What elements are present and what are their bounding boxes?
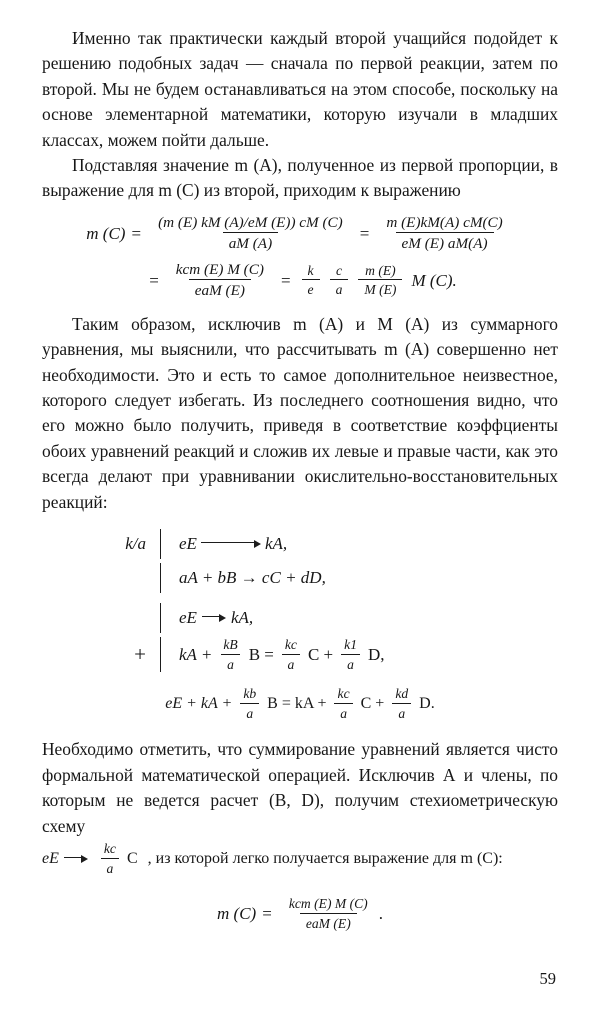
system-line-3-left: eE: [179, 607, 197, 627]
sum-line-fraction-2: [332, 686, 356, 721]
eq1-fraction-3: [170, 261, 270, 300]
eq1-fraction-6: [358, 263, 402, 298]
eq1-fraction-6-numerator: m (E): [365, 262, 396, 278]
eq1-fraction-5: [330, 263, 349, 298]
final-fraction: [283, 896, 374, 931]
system-line-1-right: kA,: [264, 533, 288, 553]
system-sum-line: [42, 686, 558, 721]
eq1-fraction-2: [380, 214, 508, 253]
sum-line-mid: B = kA +: [267, 694, 327, 712]
system-line-4-prefix: kA +: [179, 644, 213, 664]
system-line-3-right: kA,: [230, 607, 254, 627]
final-rel: =: [262, 904, 272, 924]
eq1-fraction-1: [152, 214, 349, 253]
equation-final-row: [42, 896, 558, 931]
system-line-4-fraction-1-denominator: a: [221, 654, 240, 673]
scheme-rhs: C: [126, 849, 138, 867]
final-lhs: m (C): [217, 904, 257, 924]
system-line-4-fraction-2-numerator: kc: [284, 636, 297, 652]
sum-line-fraction-1-numerator: kb: [243, 686, 257, 702]
final-fraction-numerator: kcm (E) M (C): [288, 896, 368, 912]
sum-line-fraction-1-denominator: a: [240, 703, 259, 722]
eq1-fraction-4: [302, 263, 320, 298]
short-arrow-icon: [202, 614, 226, 622]
final-fraction-denominator: eaM (E): [300, 913, 357, 932]
paragraph-4: Необходимо отметить, что суммирование уравнений является чисто формальной математической операцией. Исключив А и члены, по которым не ведется расчет (В, D), получим стехиометрическую схему: [42, 739, 558, 836]
eq1-fraction-4-numerator: k: [307, 262, 314, 278]
paragraph-3: Таким образом, исключив m (А) и M (А) из суммарного уравнения, мы выяснили, что рассчитывать m (А) совершенно нет необходимости. Это и есть то самое дополнительное неизвестное, которого следует избегать. Из последнего соотношения видно, что его можно было получить, приведя в соответствие коэффциенты обоих уравнений реакций и сложив их левые и правые части, как это всегда делают при уравнивании окислительно-восстановительных реакций:: [42, 313, 558, 512]
scheme-fraction-numerator: kc: [103, 841, 116, 857]
system-line-4-term-d: D,: [368, 644, 385, 664]
eq1-tail: M (C).: [411, 270, 457, 290]
eq1-rel-2: =: [359, 223, 370, 243]
system-line-4-mid: B =: [248, 644, 274, 664]
system-line-4-fraction-3-denominator: a: [341, 654, 360, 673]
system-line-4: [42, 637, 558, 672]
sum-line-term-c: C +: [360, 694, 385, 712]
system-line-4-fraction-1: [217, 637, 243, 672]
sum-line-fraction-3: [389, 686, 414, 721]
system-line-4-fraction-3: [338, 637, 363, 672]
equation-1-line-2: [42, 261, 558, 300]
paragraph-5-with-scheme: [42, 841, 558, 876]
scheme-lhs: eE: [42, 849, 59, 867]
system-line-2: [42, 563, 558, 593]
sum-line-fraction-1: [237, 686, 262, 721]
system-line-3: [42, 603, 558, 633]
eq1-line2-rel: =: [149, 270, 159, 290]
eq1-fraction-3-denominator: eaM (E): [189, 279, 251, 299]
equation-final: [42, 896, 558, 931]
sum-line-term-d: D.: [419, 694, 435, 712]
paragraph-2: Подставляя значение m (А), полученное из первой пропорции, в выражение для m (С) из второй, приходим к выражению: [42, 155, 558, 201]
eq1-fraction-2-numerator: m (E)kM(A) cM(C): [386, 213, 503, 231]
system-line-4-term-c: C +: [307, 644, 334, 664]
page-number: 59: [539, 969, 556, 988]
sum-line-fraction-3-denominator: a: [392, 703, 411, 722]
system-brace-3: [160, 603, 253, 633]
system-line-1-left: eE: [179, 533, 197, 553]
eq1-fraction-2-denominator: eM (E) aM(A): [396, 232, 494, 252]
scheme-fraction-denominator: a: [101, 858, 120, 877]
paragraph-1: Именно так практически каждый второй учащийся подойдет к решению подобных задач — сначала по первой реакции, затем по второй. Мы не будем останавливаться на этом способе, поскольку на основе элементарной математики, которую изучали в младших классах, можем пойти дальше.: [42, 28, 558, 150]
eq1-fraction-1-denominator: aM (A): [223, 232, 278, 252]
system-plus-sign: +: [134, 642, 146, 667]
eq1-rel-1: =: [131, 223, 142, 243]
equation-1: [42, 214, 558, 300]
system-line-4-fraction-1-numerator: kB: [223, 636, 238, 652]
system-brace-1: [160, 529, 287, 559]
eq1-fraction-5-numerator: c: [335, 262, 342, 278]
paragraph-5-text: , из которой легко получается выражение для m (С):: [147, 849, 503, 867]
system-multiplier: k/a: [125, 533, 146, 553]
eq1-line2-rel-2: =: [280, 270, 291, 290]
sum-line-fraction-2-denominator: a: [334, 703, 353, 722]
sum-line-prefix: eE + kA +: [165, 694, 233, 712]
sum-line-fraction-2-numerator: kc: [337, 686, 350, 702]
system-line-1: [42, 529, 558, 559]
final-period: .: [378, 904, 383, 924]
system-line-4-fraction-3-numerator: k1: [344, 636, 357, 652]
equation-system: [42, 529, 558, 722]
page-content: [42, 26, 558, 942]
eq1-fraction-5-denominator: a: [330, 279, 349, 298]
scheme-arrow-icon: [64, 855, 88, 863]
system-line-4-fraction-2: [279, 637, 303, 672]
eq1-fraction-6-denominator: M (E): [358, 279, 402, 298]
equation-1-line-1: [42, 214, 558, 253]
system-brace-2: [160, 563, 326, 593]
eq1-fraction-4-denominator: e: [302, 279, 320, 298]
long-arrow-icon: [201, 540, 261, 548]
eq1-fraction-1-numerator: (m (E) kM (A)/eM (E)) cM (C): [158, 213, 343, 231]
system-line-2-eq: aA + bB → cC + dD,: [179, 567, 326, 587]
eq1-fraction-3-numerator: kcm (E) M (C): [175, 260, 264, 278]
sum-line-fraction-3-numerator: kd: [395, 686, 409, 702]
system-line-4-fraction-2-denominator: a: [282, 654, 301, 673]
scheme-fraction: [98, 841, 122, 876]
eq1-lhs: m (C): [86, 223, 126, 243]
system-brace-4: [160, 637, 385, 672]
